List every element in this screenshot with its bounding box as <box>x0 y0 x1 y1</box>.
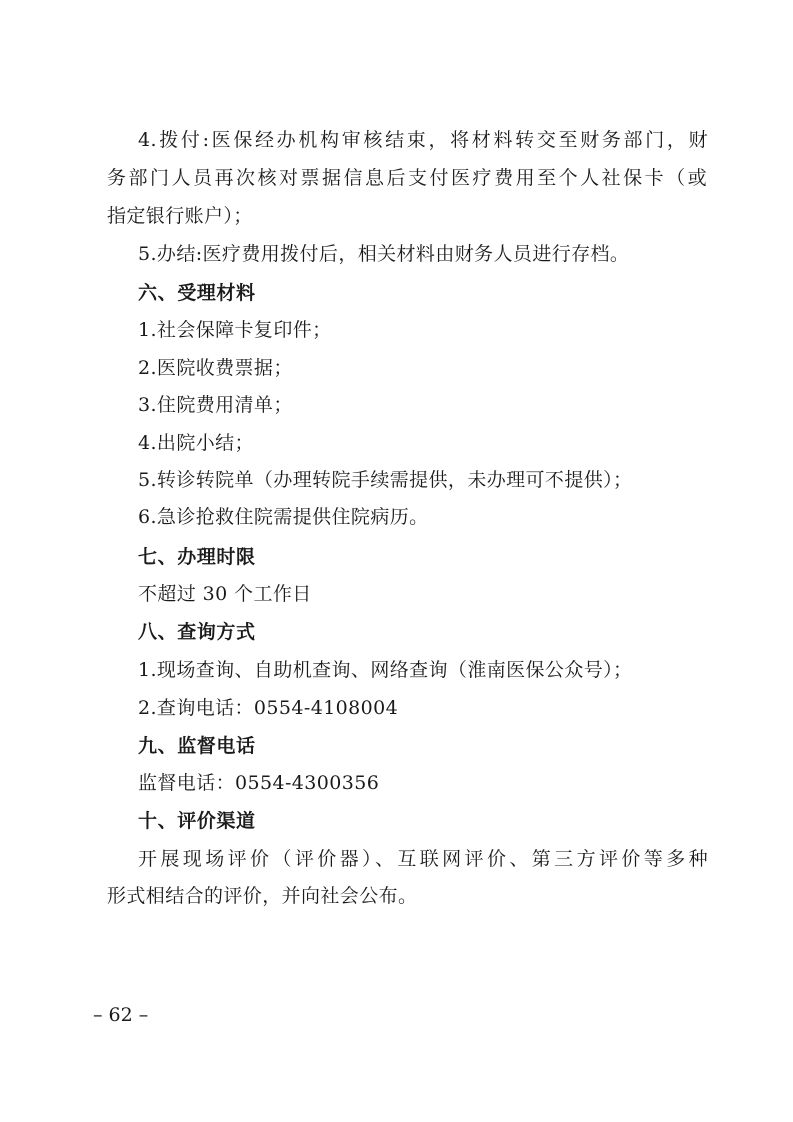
materials-item: 2.医院收费票据； <box>138 357 293 379</box>
materials-item: 6.急诊抢救住院需提供住院病历。 <box>138 506 429 528</box>
complete-step: 5.办结:医疗费用拨付后，相关材料由财务人员进行存档。 <box>138 243 630 265</box>
supervision-phone: 监督电话：0554-4300356 <box>138 772 380 794</box>
evaluation-line-2: 形式相结合的评价，并向社会公布。 <box>107 885 418 907</box>
inquiry-item: 2.查询电话：0554-4108004 <box>138 697 399 719</box>
disburse-step-line-2: 务部门人员再次核对票据信息后支付医疗费用至个人社保卡（或 <box>107 167 707 189</box>
materials-item: 4.出院小结； <box>138 432 254 454</box>
evaluation-line-1: 开展现场评价（评价器）、互联网评价、第三方评价等多种 <box>138 848 708 870</box>
disburse-step-line-3: 指定银行账户）； <box>107 205 253 227</box>
section-heading-inquiry: 八、查询方式 <box>138 621 256 643</box>
page-number: – 62 – <box>93 1004 149 1026</box>
time-limit-text: 不超过 30 个工作日 <box>138 583 312 605</box>
section-heading-time-limit: 七、办理时限 <box>138 546 256 568</box>
materials-item: 5.转诊转院单（办理转院手续需提供，未办理可不提供）； <box>138 469 633 491</box>
section-heading-supervision: 九、监督电话 <box>138 735 256 757</box>
section-heading-evaluation: 十、评价渠道 <box>138 810 256 832</box>
materials-item: 3.住院费用清单； <box>138 394 293 416</box>
disburse-step-line-1: 4.拨付:医保经办机构审核结束，将材料转交至财务部门，财 <box>138 129 708 151</box>
section-heading-materials: 六、受理材料 <box>138 282 256 304</box>
materials-item: 1.社会保障卡复印件； <box>138 319 332 341</box>
inquiry-item: 1.现场查询、自助机查询、网络查询（淮南医保公众号）； <box>138 659 633 681</box>
